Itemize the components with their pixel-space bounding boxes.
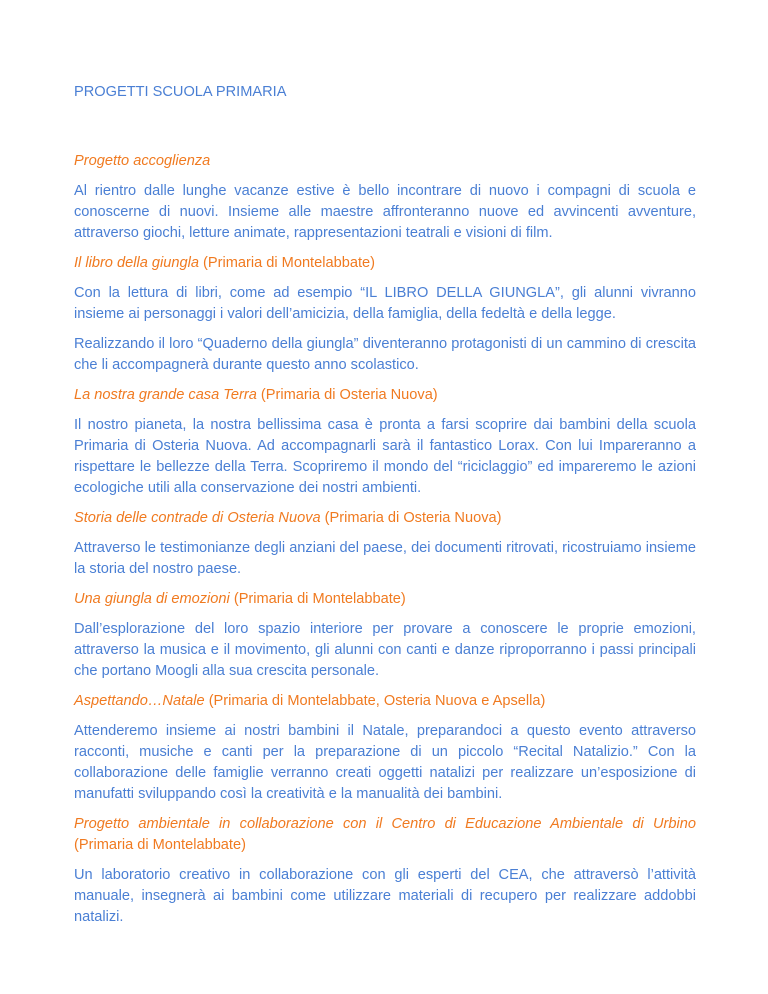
section-location: (Primaria di Montelabbate, Osteria Nuova e Apsella) bbox=[208, 693, 546, 709]
section-title: Storia delle contrade di Osteria Nuova bbox=[74, 510, 321, 526]
section-paragraph: Realizzando il loro “Quaderno della giungla” diventeranno protagonisti di un cammino di crescita che li accompagnerà durante questo anno scolastico. bbox=[74, 336, 696, 373]
section-progetto-accoglienza bbox=[74, 151, 696, 244]
section-aspettando-natale bbox=[74, 691, 696, 805]
section-progetto-ambientale bbox=[74, 814, 696, 928]
section-casa-terra bbox=[74, 385, 696, 499]
section-title: Una giungla di emozioni bbox=[74, 591, 230, 607]
section-location: (Primaria di Osteria Nuova) bbox=[324, 510, 502, 526]
section-location: (Primaria di Osteria Nuova) bbox=[260, 387, 438, 403]
section-giungla-emozioni bbox=[74, 589, 696, 682]
section-heading bbox=[74, 253, 696, 274]
section-paragraph: Al rientro dalle lunghe vacanze estive è bello incontrare di nuovo i compagni di scuola e conoscerne di nuovi. Insieme alle maestre affronteranno nuove ed avvincenti avventure, attraverso giochi, letture animate, rappresentazioni teatrali e visioni di film. bbox=[74, 183, 696, 241]
section-paragraph: Attraverso le testimonianze degli anziani del paese, dei documenti ritrovati, ricostruiamo insieme la storia del nostro paese. bbox=[74, 540, 696, 577]
section-heading bbox=[74, 385, 696, 406]
section-title: Progetto accoglienza bbox=[74, 153, 211, 169]
section-title: Progetto ambientale in collaborazione con il Centro di Educazione Ambientale di Urbino bbox=[74, 816, 696, 832]
section-location: (Primaria di Montelabbate) bbox=[74, 837, 246, 853]
section-title: Aspettando…Natale bbox=[74, 693, 205, 709]
document-page bbox=[74, 82, 696, 937]
section-storia-contrade bbox=[74, 508, 696, 580]
section-heading bbox=[74, 508, 696, 529]
section-location: (Primaria di Montelabbate) bbox=[233, 591, 406, 607]
section-paragraph: Attenderemo insieme ai nostri bambini il Natale, preparandoci a questo evento attraverso racconti, musiche e canti per la preparazione di un piccolo “Recital Natalizio.” Con la collaborazione delle famiglie verranno creati oggetti natalizi per realizzare un’esposizione di manufatti sviluppando così la creatività e la manualità dei bambini. bbox=[74, 723, 696, 802]
section-paragraph: Con la lettura di libri, come ad esempio “IL LIBRO DELLA GIUNGLA”, gli alunni vivranno insieme ai personaggi i valori dell’amicizia, della famiglia, della fedeltà e della legge. bbox=[74, 285, 696, 322]
section-heading bbox=[74, 691, 696, 712]
section-heading bbox=[74, 151, 696, 172]
section-paragraph: Il nostro pianeta, la nostra bellissima casa è pronta a farsi scoprire dai bambini della scuola Primaria di Osteria Nuova. Ad accompagnarli sarà il fantastico Lorax. Con lui Impareranno a rispettare le bellezze della Terra. Scopriremo il mondo del “riciclaggio” ed impareremo le azioni ecologiche utili alla conservazione dei nostri ambienti. bbox=[74, 417, 696, 496]
section-heading bbox=[74, 589, 696, 610]
section-title: Il libro della giungla bbox=[74, 255, 199, 271]
section-title: La nostra grande casa Terra bbox=[74, 387, 257, 403]
section-libro-della-giungla bbox=[74, 253, 696, 376]
document-title: PROGETTI SCUOLA PRIMARIA bbox=[74, 84, 287, 100]
section-paragraph: Un laboratorio creativo in collaborazione con gli esperti del CEA, che attraversò l’attività manuale, insegnerà ai bambini come utilizzare materiali di recupero per realizzare addobbi natalizi. bbox=[74, 867, 696, 925]
section-paragraph: Dall’esplorazione del loro spazio interiore per provare a conoscere le proprie emozioni, attraverso la musica e il movimento, gli alunni con canti e danze riproporranno i passi principali che portano Moogli alla sua crescita personale. bbox=[74, 621, 696, 679]
section-location: (Primaria di Montelabbate) bbox=[203, 255, 375, 271]
section-heading bbox=[74, 814, 696, 856]
